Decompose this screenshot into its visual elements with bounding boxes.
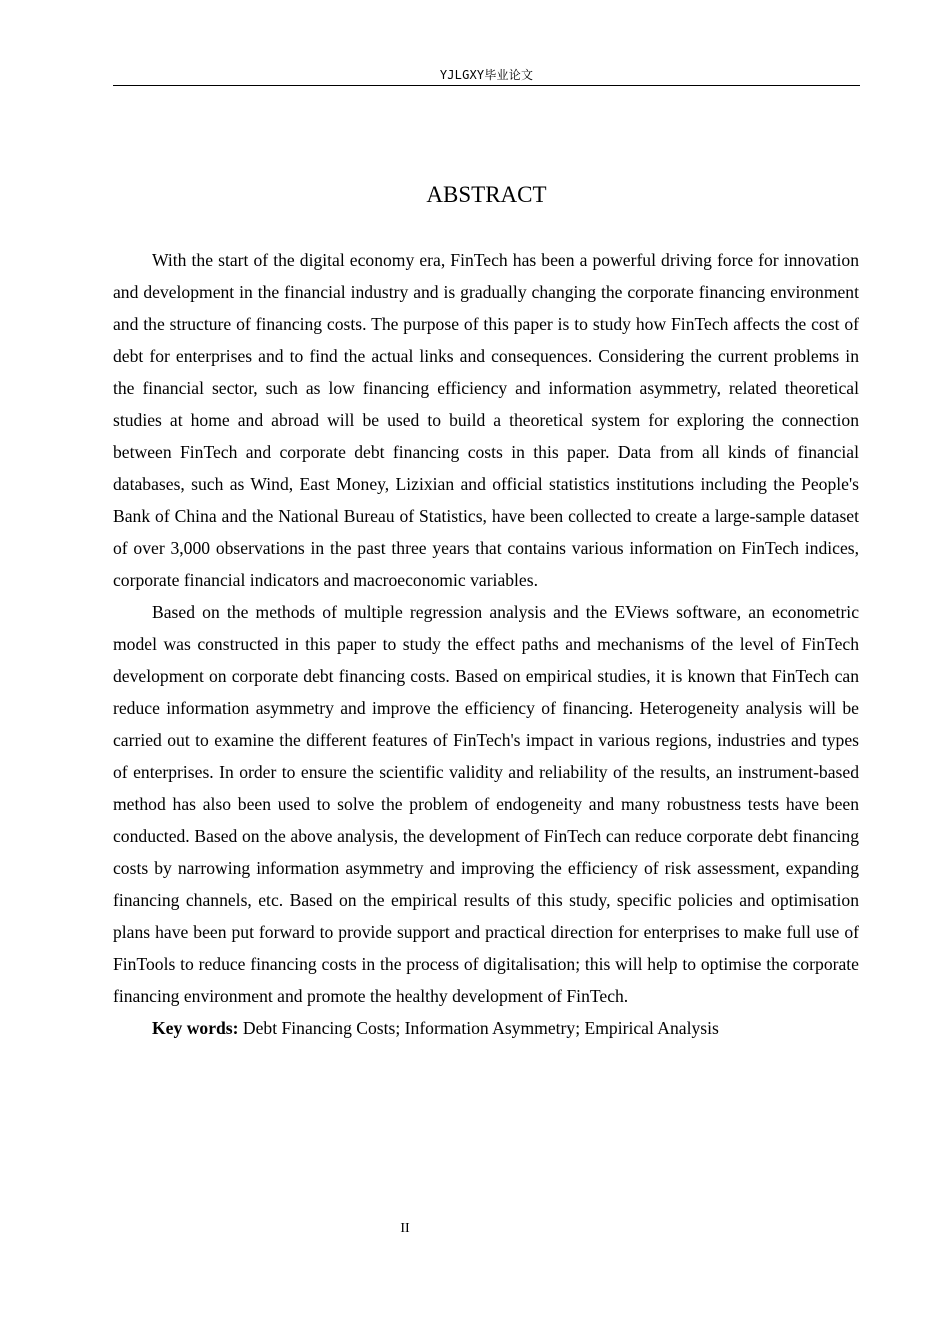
abstract-paragraph-2: Based on the methods of multiple regression analysis and the EViews software, an econometric model was constructed in this paper to study the effect paths and mechanisms of the level of FinTech development on corporate debt financing costs. Based on empirical studies, it is known that FinTech can reduce information asymmetry and improve the efficiency of financing. Heterogeneity analysis will be carried out to examine the different features of FinTech's impact in various regions, industries and types of enterprises. In order to ensure the scientific validity and reliability of the results, an instrument-based method has also been used to solve the problem of endogeneity and many robustness tests have been conducted. Based on the above analysis, the development of FinTech can reduce corporate debt financing costs by narrowing information asymmetry and improving the efficiency of risk assessment, expanding financing channels, etc. Based on the empirical results of this study, specific policies and optimisation plans have been put forward to provide support and practical direction for enterprises to make full use of FinTools to reduce financing costs in the process of digitalisation; this will help to optimise the corporate financing environment and promote the healthy development of FinTech.: [113, 602, 859, 1006]
keywords-label: Key words:: [152, 1018, 239, 1038]
abstract-paragraph-1: With the start of the digital economy era, FinTech has been a powerful driving force for innovation and development in the financial industry and is gradually changing the corporate financing environment and the structure of financing costs. The purpose of this paper is to study how FinTech affects the cost of debt for enterprises and to find the actual links and consequences. Considering the current problems in the financial sector, such as low financing efficiency and information asymmetry, related theoretical studies at home and abroad will be used to build a theoretical system for exploring the connection between FinTech and corporate debt financing costs in this paper. Data from all kinds of financial databases, such as Wind, East Money, Lizixian and official statistics institutions including the People's Bank of China and the National Bureau of Statistics, have been collected to create a large-sample dataset of over 3,000 observations in the past three years that contains various information on FinTech indices, corporate financial indicators and macroeconomic variables.: [113, 250, 859, 590]
abstract-body: [113, 244, 859, 1044]
keywords-line: [113, 1012, 859, 1044]
running-title: YJLGXY毕业论文: [439, 68, 534, 82]
keywords-text: Debt Financing Costs; Information Asymmetry; Empirical Analysis: [238, 1018, 719, 1038]
abstract-title: ABSTRACT: [426, 182, 547, 207]
running-header: [113, 66, 860, 86]
page-number: II: [400, 1221, 410, 1236]
